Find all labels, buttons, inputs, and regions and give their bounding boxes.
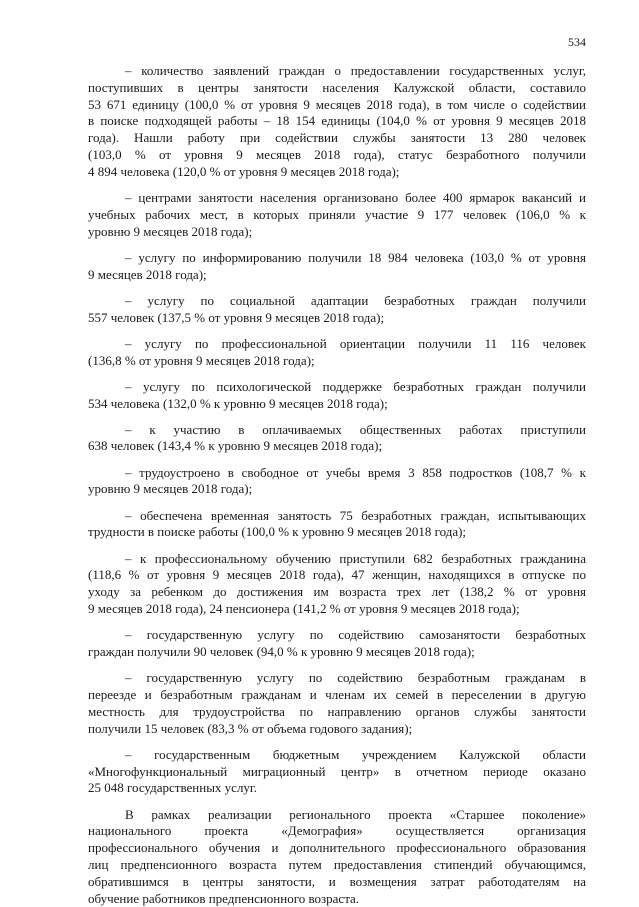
- paragraph: [88, 422, 586, 456]
- text-line: – услугу по психологической поддержке безработных граждан получили: [125, 378, 586, 394]
- text-line: 557 человек (137,5 % от уровня 9 месяцев 2018 года);: [88, 309, 385, 325]
- paragraph: [88, 807, 586, 907]
- text-line: учебных рабочих мест, в которых приняли участие 9 177 человек (106,0 % к: [88, 206, 586, 222]
- text-line: обратившимся в центры занятости, и возмещения затрат работодателям на: [88, 873, 586, 889]
- text-line: 25 048 государственных услуг.: [88, 780, 258, 796]
- paragraph-gap: [88, 498, 586, 507]
- text-line: переезде и безработным гражданам и членам их семей в переселении в другую: [88, 687, 586, 702]
- text-line: 4 894 человека (120,0 % от уровня 9 месяцев 2018 года);: [88, 163, 400, 179]
- text-line: уходу за ребенком до достижения им возраста трех лет (138,2 % от уровня: [88, 584, 586, 600]
- text-line: – услугу по профессиональной ориентации получили 11 116 человек: [125, 335, 586, 351]
- text-line: – трудоустроено в свободное от учебы время 3 858 подростков (108,7 % к: [125, 464, 586, 480]
- paragraph-gap: [88, 283, 586, 292]
- text-line: 638 человек (143,4 % к уровню 9 месяцев 2018 года);: [88, 438, 383, 454]
- text-line: получили 15 человек (83,3 % от объема годового задания);: [88, 720, 413, 736]
- paragraph: [88, 336, 586, 370]
- paragraph-gap: [88, 541, 586, 550]
- text-line: трудности в поиске работы (100,0 % к уровню 9 месяцев 2018 года);: [88, 524, 467, 540]
- paragraph: [88, 250, 586, 284]
- paragraph-gap: [88, 737, 586, 746]
- text-line: – государственную услугу по содействию самозанятости безработных: [125, 627, 586, 643]
- text-line: – услугу по информированию получили 18 984 человека (103,0 % от уровня: [125, 249, 586, 265]
- paragraph: [88, 508, 586, 542]
- text-line: поступивших в центры занятости населения Калужской области, составило: [88, 79, 586, 95]
- text-line: 9 месяцев 2018 года), 24 пенсионера (141,2 % от уровня 9 месяцев 2018 года);: [88, 601, 520, 617]
- text-line: «Многофункциональный миграционный центр» в отчетном периоде оказано: [88, 763, 586, 779]
- text-line: национального проекта «Демография» осуществляется организация: [88, 823, 586, 839]
- text-line: В рамках реализации регионального проекта «Старшее поколение»: [125, 806, 586, 822]
- text-line: – центрами занятости населения организовано более 400 ярмарок вакансий и: [125, 189, 586, 205]
- paragraph-gap: [88, 369, 586, 378]
- paragraph: [88, 379, 586, 413]
- text-line: – к профессиональному обучению приступили 682 безработных гражданина: [125, 550, 586, 566]
- paragraph-gap: [88, 181, 586, 190]
- paragraph-gap: [88, 455, 586, 464]
- paragraph: [88, 190, 586, 240]
- paragraph: [88, 63, 586, 181]
- text-line: уровню 9 месяцев 2018 года);: [88, 481, 253, 497]
- paragraph: [88, 551, 586, 618]
- text-line: – услугу по социальной адаптации безработных граждан получили: [125, 292, 586, 308]
- page-number: 534: [568, 35, 586, 49]
- text-line: – к участию в оплачиваемых общественных работах приступили: [125, 421, 586, 437]
- text-line: (136,8 % от уровня 9 месяцев 2018 года);: [88, 352, 315, 368]
- paragraph: [88, 747, 586, 797]
- text-line: – государственным бюджетным учреждением Калужской области: [125, 746, 586, 762]
- text-line: (118,6 % от уровня 9 месяцев 2018 года), 47 женщин, находящихся в отпуске по: [88, 567, 586, 583]
- text-line: уровню 9 месяцев 2018 года);: [88, 223, 253, 239]
- text-line: профессионального обучения и дополнительного профессионального образования: [88, 840, 586, 856]
- text-line: 53 671 единицу (100,0 % от уровня 9 месяцев 2018 года), в том числе о содействии: [88, 96, 586, 112]
- paragraph: [88, 293, 586, 327]
- paragraph-gap: [88, 326, 586, 335]
- text-line: граждан получили 90 человек (94,0 % к уровню 9 месяцев 2018 года);: [88, 644, 475, 660]
- text-line: обучение работников предпенсионного возраста.: [88, 890, 360, 906]
- paragraph: [88, 627, 586, 661]
- paragraph: [88, 465, 586, 499]
- paragraph-gap: [88, 412, 586, 421]
- text-line: 534 человека (132,0 % к уровню 9 месяцев 2018 года);: [88, 395, 388, 411]
- paragraph-gap: [88, 618, 586, 627]
- text-line: – государственную услугу по содействию безработным гражданам в: [125, 670, 586, 686]
- text-line: лиц предпенсионного возраста путем предоставления стипендий обучающимся,: [88, 856, 586, 872]
- text-line: в поиске подходящей работы – 18 154 единицы (104,0 % от уровня 9 месяцев 2018: [88, 113, 586, 129]
- document-body: [88, 63, 586, 907]
- text-line: (103,0 % от уровня 9 месяцев 2018 года), статус безработного получили: [88, 146, 586, 162]
- paragraph-gap: [88, 661, 586, 670]
- text-line: – обеспечена временная занятость 75 безработных граждан, испытывающих: [125, 507, 586, 523]
- text-line: местность для трудоустройства по направлению органов службы занятости: [88, 703, 586, 719]
- text-line: 9 месяцев 2018 года);: [88, 266, 207, 282]
- text-line: года). Нашли работу при содействии службы занятости 13 280 человек: [88, 130, 586, 146]
- text-line: – количество заявлений граждан о предоставлении государственных услуг,: [125, 63, 586, 78]
- paragraph-gap: [88, 797, 586, 806]
- paragraph-gap: [88, 240, 586, 249]
- paragraph: [88, 670, 586, 737]
